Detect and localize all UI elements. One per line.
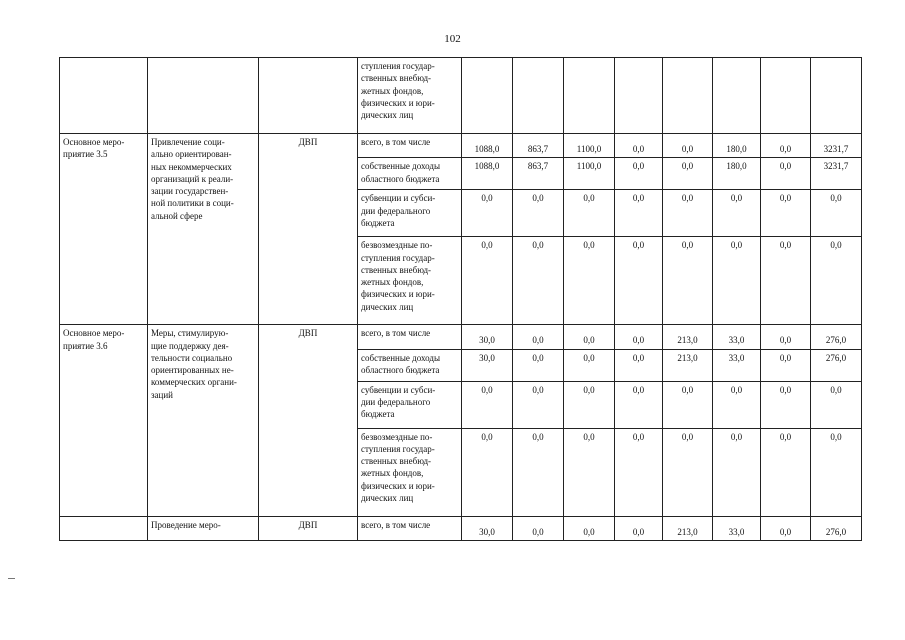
source-text: ступления государ- ственных внебюд- жетных фондов, физических и юри- дических лиц	[361, 61, 435, 121]
value-cell: 1100,0	[564, 134, 615, 158]
source-cell	[358, 381, 462, 428]
event-cell-text: Основное меро- приятие 3.5	[63, 137, 125, 160]
value-cell: 1088,0	[462, 158, 513, 190]
source-cell	[358, 58, 462, 134]
source-text: всего, в том числе	[361, 137, 431, 147]
source-text: безвозмездные по- ступления государ- ственных внебюд- жетных фондов, физических и юри- дических лиц	[361, 431, 435, 504]
value-cell: 0,0	[513, 381, 564, 428]
value-cell: 0,0	[761, 325, 811, 349]
value-cell: 0,0	[761, 237, 811, 325]
responsible-cell-text: ДВП	[298, 137, 318, 147]
source-cell	[358, 325, 462, 349]
value-cell: 0,0	[615, 349, 663, 381]
value-cell: 30,0	[462, 516, 513, 540]
value-cell	[663, 58, 713, 134]
value-cell: 0,0	[663, 381, 713, 428]
value-cell: 0,0	[761, 158, 811, 190]
value-cell: 0,0	[615, 237, 663, 325]
value-cell: 0,0	[811, 237, 862, 325]
value-cell	[811, 58, 862, 134]
value-cell: 0,0	[462, 237, 513, 325]
table-row	[60, 58, 862, 134]
value-cell: 0,0	[615, 134, 663, 158]
value-cell: 3231,7	[811, 158, 862, 190]
value-cell: 0,0	[513, 237, 564, 325]
source-cell	[358, 158, 462, 190]
source-text: субвенции и субси- дии федерального бюджета	[361, 193, 436, 228]
name-cell	[148, 325, 259, 516]
value-cell: 0,0	[564, 349, 615, 381]
value-cell: 0,0	[513, 190, 564, 237]
value-cell	[615, 58, 663, 134]
value-cell: 30,0	[462, 349, 513, 381]
value-cell: 0,0	[513, 516, 564, 540]
responsible-cell	[259, 134, 358, 325]
budget-table	[59, 57, 862, 541]
event-cell	[60, 325, 148, 516]
value-cell: 180,0	[713, 158, 761, 190]
name-cell-text: Проведение меро-	[151, 519, 221, 530]
value-cell: 0,0	[761, 516, 811, 540]
value-cell: 276,0	[811, 516, 862, 540]
value-cell: 276,0	[811, 325, 862, 349]
source-text: субвенции и субси- дии федерального бюджета	[361, 384, 436, 420]
responsible-cell	[259, 58, 358, 134]
source-cell	[358, 134, 462, 158]
value-cell: 0,0	[761, 381, 811, 428]
responsible-cell	[259, 325, 358, 516]
value-cell	[564, 58, 615, 134]
value-cell: 0,0	[615, 381, 663, 428]
value-cell: 1088,0	[462, 134, 513, 158]
value-cell: 0,0	[615, 428, 663, 516]
source-cell	[358, 428, 462, 516]
value-cell: 0,0	[513, 349, 564, 381]
source-text: собственные доходы областного бюджета	[361, 352, 440, 375]
event-cell	[60, 58, 148, 134]
table-row	[60, 325, 862, 349]
value-cell: 0,0	[663, 237, 713, 325]
value-cell: 0,0	[761, 349, 811, 381]
source-text: всего, в том числе	[361, 519, 431, 530]
value-cell: 213,0	[663, 325, 713, 349]
value-cell	[462, 58, 513, 134]
value-cell: 0,0	[564, 237, 615, 325]
value-cell: 0,0	[462, 428, 513, 516]
source-cell	[358, 237, 462, 325]
source-cell	[358, 349, 462, 381]
value-cell: 0,0	[564, 190, 615, 237]
name-cell-text: Меры, стимулирую- щие поддержку дея- тельности социально ориентированных не- коммерческих органи- заций	[151, 328, 237, 400]
value-cell: 0,0	[615, 190, 663, 237]
responsible-cell-text: ДВП	[298, 519, 318, 530]
value-cell: 0,0	[663, 158, 713, 190]
value-cell: 0,0	[513, 325, 564, 349]
value-cell: 0,0	[615, 516, 663, 540]
value-cell: 213,0	[663, 516, 713, 540]
source-cell	[358, 516, 462, 540]
value-cell: 0,0	[462, 190, 513, 237]
value-cell: 0,0	[761, 134, 811, 158]
responsible-cell-text: ДВП	[298, 328, 318, 339]
value-cell: 0,0	[811, 381, 862, 428]
name-cell-text: Привлечение соци- ально ориентирован- ных некоммерческих организаций к реали- зации государствен- ной политики в соци- альной сфере	[151, 137, 234, 221]
value-cell: 0,0	[564, 428, 615, 516]
table-row	[60, 134, 862, 158]
value-cell: 0,0	[663, 190, 713, 237]
value-cell: 213,0	[663, 349, 713, 381]
value-cell: 3231,7	[811, 134, 862, 158]
page-number: 102	[444, 33, 461, 45]
event-cell-text: Основное меро- приятие 3.6	[63, 328, 125, 351]
value-cell: 0,0	[462, 381, 513, 428]
value-cell: 863,7	[513, 134, 564, 158]
source-text: собственные доходы областного бюджета	[361, 161, 440, 184]
event-cell	[60, 516, 148, 540]
name-cell	[148, 58, 259, 134]
value-cell: 276,0	[811, 349, 862, 381]
value-cell	[713, 58, 761, 134]
value-cell: 180,0	[713, 134, 761, 158]
value-cell: 863,7	[513, 158, 564, 190]
source-text: всего, в том числе	[361, 328, 431, 339]
value-cell: 0,0	[663, 428, 713, 516]
value-cell: 0,0	[513, 428, 564, 516]
value-cell: 0,0	[811, 428, 862, 516]
value-cell: 0,0	[663, 134, 713, 158]
source-text: безвозмездные по- ступления государ- ственных внебюд- жетных фондов, физических и юри- дических лиц	[361, 240, 435, 312]
event-cell	[60, 134, 148, 325]
value-cell: 0,0	[564, 325, 615, 349]
scan-artifact	[8, 578, 15, 579]
value-cell: 0,0	[713, 428, 761, 516]
value-cell: 30,0	[462, 325, 513, 349]
value-cell	[761, 58, 811, 134]
value-cell: 33,0	[713, 516, 761, 540]
name-cell	[148, 134, 259, 325]
source-cell	[358, 190, 462, 237]
value-cell: 0,0	[713, 381, 761, 428]
value-cell: 0,0	[811, 190, 862, 237]
value-cell: 0,0	[713, 190, 761, 237]
value-cell: 0,0	[761, 428, 811, 516]
value-cell: 0,0	[615, 325, 663, 349]
value-cell: 1100,0	[564, 158, 615, 190]
value-cell: 0,0	[564, 381, 615, 428]
responsible-cell	[259, 516, 358, 540]
value-cell: 0,0	[713, 237, 761, 325]
value-cell: 33,0	[713, 325, 761, 349]
value-cell	[513, 58, 564, 134]
name-cell	[148, 516, 259, 540]
table-row	[60, 516, 862, 540]
value-cell: 0,0	[564, 516, 615, 540]
value-cell: 33,0	[713, 349, 761, 381]
value-cell: 0,0	[615, 158, 663, 190]
value-cell: 0,0	[761, 190, 811, 237]
